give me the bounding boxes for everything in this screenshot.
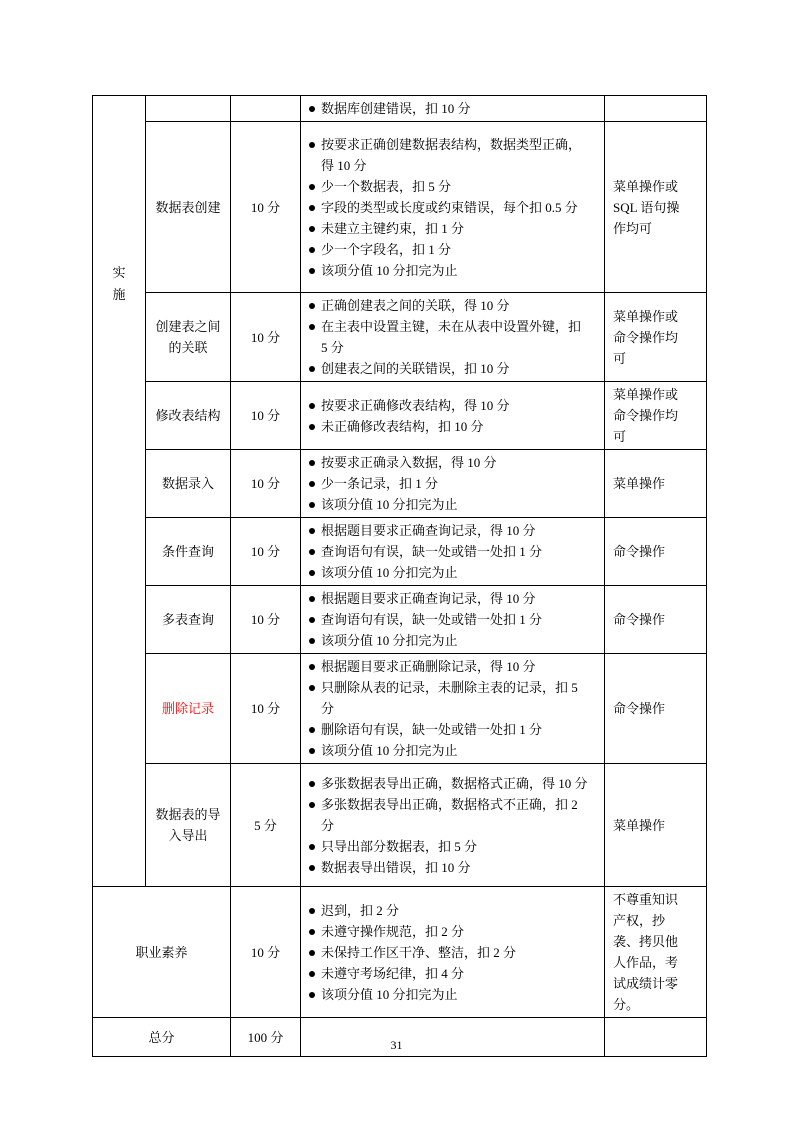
criteria-text: 迟到，扣 2 分 (321, 902, 400, 918)
score-cell (231, 382, 301, 450)
bullet-icon (309, 570, 315, 576)
criteria-item (309, 719, 590, 740)
bullet-icon (309, 929, 315, 935)
criteria-text: 多张数据表导出正确，数据格式不正确，扣 2 分 (321, 796, 578, 833)
criteria-cell (301, 96, 605, 122)
criteria-text: 未建立主键约束，扣 1 分 (321, 220, 465, 236)
criteria-item (309, 794, 590, 836)
table-row (93, 764, 707, 887)
bullet-icon (309, 950, 315, 956)
criteria-text: 字段的类型或长度或约束错误，每个扣 0.5 分 (321, 199, 578, 215)
score-cell (231, 96, 301, 122)
criteria-cell (301, 764, 605, 887)
criteria-item (309, 395, 590, 416)
criteria-item (309, 562, 590, 583)
score-cell (231, 887, 301, 1018)
bullet-icon (309, 502, 315, 508)
criteria-text: 少一个字段名，扣 1 分 (321, 241, 452, 257)
bullet-icon (309, 781, 315, 787)
bullet-icon (309, 460, 315, 466)
bullet-icon (309, 403, 315, 409)
criteria-text: 未保持工作区干净、整洁，扣 2 分 (321, 944, 517, 960)
task-label: 创建表之间的关联 (155, 319, 221, 355)
criteria-item (309, 857, 590, 878)
score-label: 100 分 (247, 1029, 284, 1045)
bullet-icon (309, 664, 315, 670)
task-label: 职业素养 (135, 944, 188, 960)
criteria-item (309, 416, 590, 437)
note-label: 菜单操作或命令操作均可 (613, 308, 679, 366)
criteria-item (309, 740, 590, 761)
bullet-icon (309, 324, 315, 330)
note-cell (605, 450, 707, 518)
criteria-text: 少一条记录，扣 1 分 (321, 476, 439, 491)
score-label: 10 分 (250, 199, 281, 215)
criteria-item (309, 197, 590, 218)
criteria-item (309, 358, 590, 379)
note-label: 菜单操作或 SQL 语句操作均可 (613, 178, 680, 236)
criteria-item (309, 984, 590, 1005)
criteria-item (309, 452, 590, 473)
bullet-icon (309, 303, 315, 309)
criteria-text: 在主表中设置主键，未在从表中设置外键，扣 5 分 (321, 319, 582, 355)
task-label: 删除记录 (161, 701, 214, 716)
bullet-icon (309, 802, 315, 808)
criteria-text: 未正确修改表结构，扣 10 分 (321, 418, 484, 434)
score-cell (231, 293, 301, 382)
score-label: 10 分 (250, 701, 281, 716)
task-cell (146, 764, 231, 887)
criteria-item (309, 316, 590, 358)
criteria-cell (301, 293, 605, 382)
criteria-item (309, 942, 590, 963)
criteria-item (309, 134, 590, 176)
criteria-item (309, 630, 590, 651)
bullet-icon (309, 617, 315, 623)
score-label: 10 分 (250, 476, 281, 491)
score-label: 10 分 (250, 408, 281, 423)
criteria-text: 删除语句有误，缺一处或错一处扣 1 分 (321, 722, 543, 737)
section-label: 实施 (112, 265, 126, 302)
criteria-item (309, 609, 590, 630)
bullet-icon (309, 748, 315, 754)
task-cell (146, 586, 231, 654)
bullet-icon (309, 638, 315, 644)
criteria-item (309, 218, 590, 239)
criteria-item (309, 900, 590, 921)
criteria-text: 未遵守操作规范，扣 2 分 (321, 923, 465, 939)
criteria-item (309, 773, 590, 794)
table-row (93, 887, 707, 1018)
bullet-icon (309, 205, 315, 211)
bullet-icon (309, 865, 315, 871)
criteria-text: 多张数据表导出正确，数据格式正确，得 10 分 (321, 775, 588, 791)
note-cell (605, 122, 707, 293)
section-cell (93, 96, 146, 887)
note-cell (605, 764, 707, 887)
criteria-text: 正确创建表之间的关联，得 10 分 (321, 298, 510, 313)
note-label: 命令操作 (613, 701, 666, 716)
table-row (93, 586, 707, 654)
criteria-cell (301, 887, 605, 1018)
criteria-item (309, 176, 590, 197)
task-label: 条件查询 (161, 544, 214, 559)
criteria-text: 数据库创建错误，扣 10 分 (321, 101, 471, 116)
score-label: 5 分 (254, 817, 277, 833)
table-row (93, 96, 707, 122)
score-cell (231, 518, 301, 586)
note-cell (605, 518, 707, 586)
task-label: 修改表结构 (155, 408, 221, 423)
score-label: 10 分 (250, 329, 281, 345)
criteria-text: 数据表导出错误，扣 10 分 (321, 859, 471, 875)
criteria-cell (301, 518, 605, 586)
task-label: 数据表的导入导出 (155, 807, 221, 843)
bullet-icon (309, 226, 315, 232)
bullet-icon (309, 596, 315, 602)
criteria-item (309, 921, 590, 942)
task-cell (146, 518, 231, 586)
bullet-icon (309, 142, 315, 148)
criteria-item (309, 239, 590, 260)
note-label: 菜单操作或命令操作均可 (613, 387, 679, 444)
rubric-table-body (93, 96, 707, 1057)
criteria-item (309, 98, 590, 119)
criteria-text: 按要求正确创建数据表结构，数据类型正确，得 10 分 (321, 136, 582, 173)
criteria-cell (301, 122, 605, 293)
note-cell (605, 382, 707, 450)
task-cell (146, 654, 231, 764)
criteria-text: 按要求正确修改表结构，得 10 分 (321, 397, 510, 413)
note-label: 命令操作 (613, 544, 666, 559)
criteria-item (309, 588, 590, 609)
note-cell (605, 887, 707, 1018)
task-cell (146, 293, 231, 382)
criteria-text: 未遵守考场纪律，扣 4 分 (321, 965, 465, 981)
table-row (93, 450, 707, 518)
criteria-cell (301, 382, 605, 450)
bullet-icon (309, 727, 315, 733)
criteria-item (309, 836, 590, 857)
score-cell (231, 586, 301, 654)
task-label: 总分 (148, 1029, 175, 1045)
criteria-text: 根据题目要求正确删除记录，得 10 分 (321, 659, 536, 674)
criteria-cell (301, 450, 605, 518)
score-label: 10 分 (250, 544, 281, 559)
table-row (93, 382, 707, 450)
task-cell (146, 450, 231, 518)
task-cell (146, 96, 231, 122)
note-cell (605, 654, 707, 764)
criteria-item (309, 656, 590, 677)
criteria-item (309, 520, 590, 541)
task-label: 数据录入 (161, 476, 214, 491)
criteria-text: 该项分值 10 分扣完为止 (321, 986, 458, 1002)
score-cell (231, 450, 301, 518)
bullet-icon (309, 528, 315, 534)
table-row (93, 122, 707, 293)
criteria-item (309, 963, 590, 984)
criteria-item (309, 295, 590, 316)
task-label: 数据表创建 (155, 199, 221, 215)
criteria-item (309, 677, 590, 719)
bullet-icon (309, 971, 315, 977)
score-cell (231, 764, 301, 887)
bullet-icon (309, 247, 315, 253)
bullet-icon (309, 366, 315, 372)
criteria-text: 少一个数据表，扣 5 分 (321, 178, 452, 194)
bullet-icon (309, 481, 315, 487)
score-label: 10 分 (250, 944, 281, 960)
criteria-text: 查询语句有误，缺一处或错一处扣 1 分 (321, 612, 543, 627)
criteria-item (309, 260, 590, 281)
note-label: 命令操作 (613, 612, 666, 627)
bullet-icon (309, 992, 315, 998)
bullet-icon (309, 424, 315, 430)
score-cell (231, 122, 301, 293)
criteria-text: 按要求正确录入数据，得 10 分 (321, 455, 497, 470)
note-label: 不尊重知识产权，抄袭、拷贝他人作品，考试成绩计零分。 (613, 892, 679, 1012)
table-row (93, 654, 707, 764)
score-cell (231, 654, 301, 764)
bullet-icon (309, 844, 315, 850)
bullet-icon (309, 184, 315, 190)
bullet-icon (309, 106, 315, 112)
criteria-item (309, 541, 590, 562)
table-row (93, 293, 707, 382)
criteria-text: 创建表之间的关联错误，扣 10 分 (321, 361, 510, 376)
bullet-icon (309, 908, 315, 914)
criteria-text: 该项分值 10 分扣完为止 (321, 262, 458, 278)
note-label: 菜单操作 (613, 817, 666, 833)
note-cell (605, 96, 707, 122)
criteria-item (309, 494, 590, 515)
note-cell (605, 293, 707, 382)
score-label: 10 分 (250, 612, 281, 627)
bullet-icon (309, 268, 315, 274)
task-cell (146, 382, 231, 450)
bullet-icon (309, 549, 315, 555)
criteria-text: 查询语句有误，缺一处或错一处扣 1 分 (321, 544, 543, 559)
task-cell (93, 887, 231, 1018)
criteria-cell (301, 654, 605, 764)
criteria-text: 只导出部分数据表，扣 5 分 (321, 838, 478, 854)
note-label: 菜单操作 (613, 476, 666, 491)
grading-rubric-table (92, 95, 707, 1057)
criteria-text: 只删除从表的记录，未删除主表的记录，扣 5 分 (321, 680, 578, 716)
page-number: 31 (390, 1038, 403, 1052)
criteria-text: 根据题目要求正确查询记录，得 10 分 (321, 523, 536, 538)
criteria-text: 该项分值 10 分扣完为止 (321, 743, 458, 758)
criteria-item (309, 473, 590, 494)
bullet-icon (309, 685, 315, 691)
criteria-text: 该项分值 10 分扣完为止 (321, 633, 458, 648)
table-row (93, 518, 707, 586)
criteria-cell (301, 586, 605, 654)
note-cell (605, 586, 707, 654)
task-label: 多表查询 (161, 612, 214, 627)
criteria-text: 该项分值 10 分扣完为止 (321, 565, 458, 580)
criteria-text: 根据题目要求正确查询记录，得 10 分 (321, 591, 536, 606)
criteria-text: 该项分值 10 分扣完为止 (321, 497, 458, 512)
task-cell (146, 122, 231, 293)
